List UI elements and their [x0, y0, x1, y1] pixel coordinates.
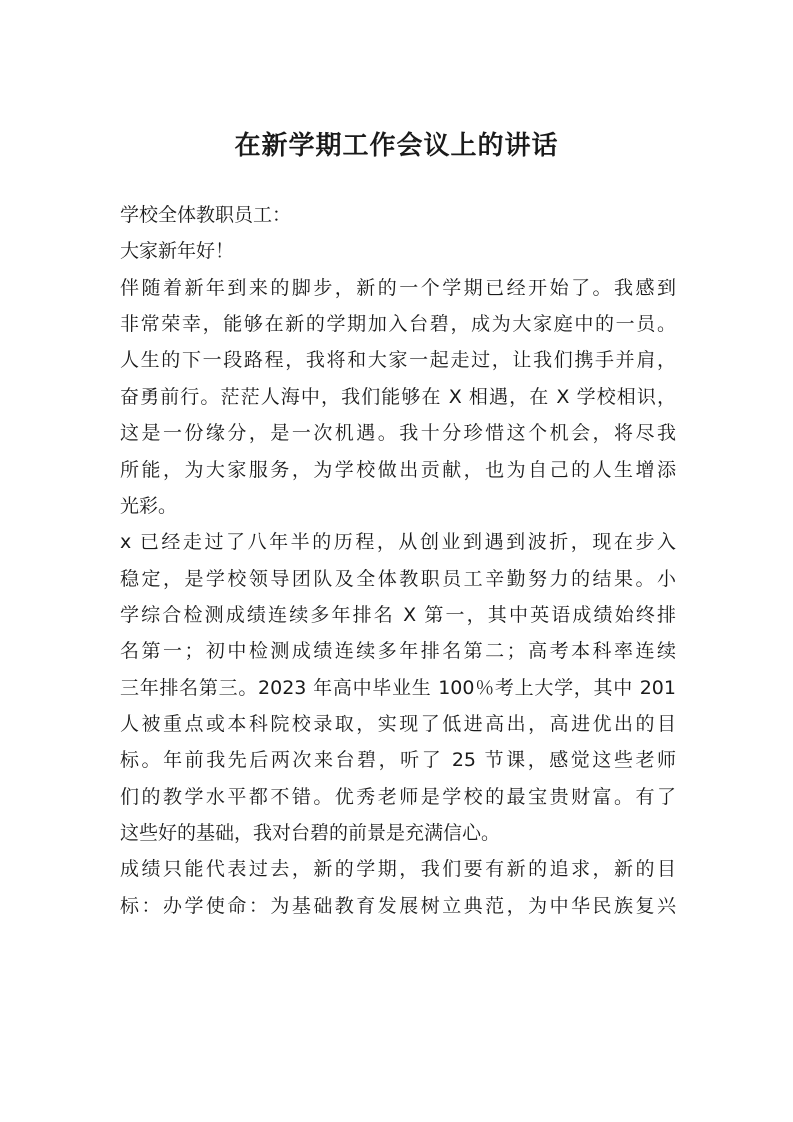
text-line: 大家新年好！: [120, 240, 235, 263]
text-line: 标：办学使命：为基础教育发展树立典范，为中华民族复兴: [120, 894, 676, 917]
document-body: [120, 197, 676, 924]
text-line: 学校全体教职员工：: [120, 204, 292, 226]
text-line: 光彩。: [120, 494, 178, 517]
text-line: 标。年前我先后两次来台碧，听了 25 节课，感觉这些老师: [120, 749, 676, 772]
text-line: 这些好的基础，我对台碧的前景是充满信心。: [120, 822, 501, 845]
text-line: 三年排名第三。2023 年高中毕业生 100％考上大学，其中 201: [120, 676, 676, 699]
text-line: 成绩只能代表过去，新的学期，我们要有新的追求，新的目: [120, 858, 676, 881]
document-title: 在新学期工作会议上的讲话: [234, 131, 559, 161]
text-line: 非常荣幸，能够在新的学期加入台碧，成为大家庭中的一员。: [120, 313, 676, 336]
text-line: 伴随着新年到来的脚步，新的一个学期已经开始了。我感到: [120, 276, 676, 299]
text-line: 奋勇前行。茫茫人海中，我们能够在 X 相遇，在 X 学校相识，: [120, 385, 676, 408]
text-line: 人被重点或本科院校录取，实现了低进高出，高进优出的目: [120, 713, 676, 736]
text-line: 这是一份缘分，是一次机遇。我十分珍惜这个机会，将尽我: [120, 422, 676, 445]
text-line: 们的教学水平都不错。优秀老师是学校的最宝贵财富。有了: [120, 785, 676, 808]
text-line: x 已经走过了八年半的历程，从创业到遇到波折，现在步入: [120, 531, 676, 554]
text-line: 人生的下一段路程，我将和大家一起走过，让我们携手并肩，: [120, 349, 676, 372]
text-line: 名第一；初中检测成绩连续多年排名第二；高考本科率连续: [120, 640, 676, 663]
text-line: 学综合检测成绩连续多年排名 X 第一，其中英语成绩始终排: [120, 603, 676, 626]
text-line: 稳定，是学校领导团队及全体教职员工辛勤努力的结果。小: [120, 567, 676, 590]
text-line: 所能，为大家服务，为学校做出贡献，也为自己的人生增添: [120, 458, 676, 481]
